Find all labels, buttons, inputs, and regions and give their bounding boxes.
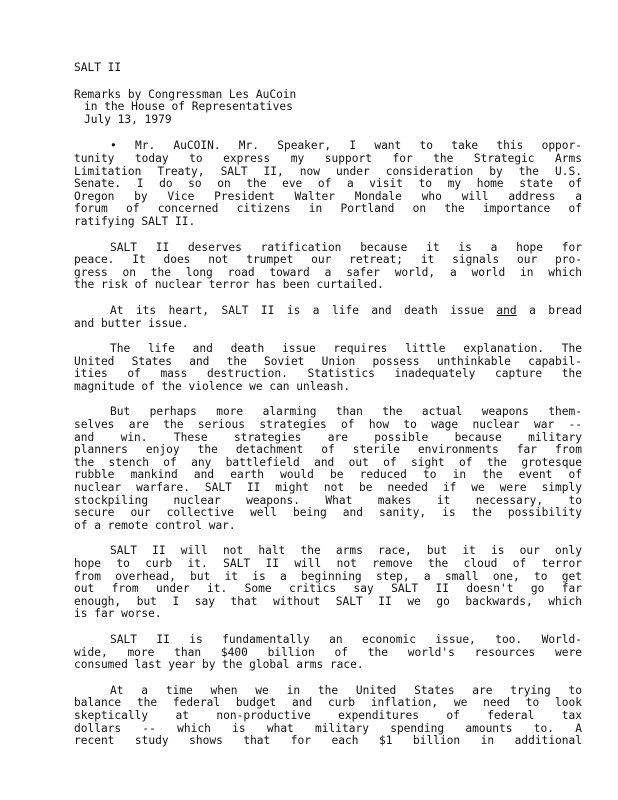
text-line: Senate. I do so on the eve of a visit to my home state of: [74, 177, 582, 191]
text-line: tunity today to express my support for the Strategic Arms: [74, 151, 582, 165]
text-line: Limitation Treaty, SALT II, now under consideration by the U.S.: [74, 164, 582, 178]
text-line: hope to curb it. SALT II will not remove the cloud of terror: [74, 557, 582, 570]
text-line: But perhaps more alarming than the actual weapons them-: [110, 405, 582, 419]
text-line: consumed last year by the global arms race.: [74, 658, 364, 672]
remarks-date: July 13, 1979: [84, 112, 172, 126]
text-line: skeptically at non-productive expenditures of federal tax: [74, 708, 582, 722]
text-line: planners enjoy the detachment of sterile environments far from: [74, 443, 582, 457]
text-line: At a time when we in the United States are trying to: [110, 683, 582, 697]
text-line: SALT II will not halt the arms race, but it is our only: [110, 544, 582, 558]
text-line: nuclear warfare. SALT II might not be needed if we were simply: [74, 481, 582, 495]
text-line: • Mr. AuCOIN. Mr. Speaker, I want to take this oppor-: [110, 139, 582, 153]
text-segment: At its heart, SALT II is a life and death issue: [110, 303, 497, 317]
text-line: SALT II is fundamentally an economic issue, too. World-: [110, 632, 582, 646]
text-line: out from under it. Some critics say SALT II doesn't go far: [74, 582, 582, 596]
text-line: rubble mankind and earth would be reduced to in the event of: [74, 468, 582, 482]
text-line: and win. These strategies are possible because military: [74, 430, 582, 444]
text-line: forum of concerned citizens in Portland on the importance of: [74, 202, 582, 216]
text-line: ities of mass destruction. Statistics inadequately capture the: [74, 367, 582, 381]
remarks-line: in the House of Representatives: [84, 100, 293, 114]
text-line: The life and death issue requires little explanation. The: [110, 342, 582, 356]
text-line: and butter issue.: [74, 316, 189, 330]
remarks-line: Remarks by Congressman Les AuCoin: [74, 87, 297, 101]
paragraph-4: [74, 343, 582, 393]
text-line: SALT II deserves ratification because it is a hope for: [110, 240, 582, 254]
paragraph-1: [74, 140, 582, 228]
document-heading: SALT II: [74, 61, 122, 74]
text-line: Oregon by Vice President Walter Mondale who will address a: [74, 189, 582, 203]
text-line: peace. It does not trumpet our retreat; it signals our pro-: [74, 253, 582, 267]
text-line: stockpiling nuclear weapons. What makes it necessary, to: [74, 493, 582, 507]
paragraph-3: [74, 305, 582, 330]
paragraph-8: [74, 685, 582, 748]
text-line: magnitude of the violence we can unleash.: [74, 379, 351, 393]
paragraph-6: [74, 545, 582, 621]
text-line: [74, 305, 582, 318]
paragraph-2: [74, 242, 582, 292]
text-line: the risk of nuclear terror has been curtailed.: [74, 278, 384, 292]
text-line: gress on the long road toward a safer world, a world in which: [74, 265, 582, 279]
text-line: recent study shows that for each $1 billion in additional: [74, 734, 582, 748]
text-line: of a remote control war.: [74, 518, 236, 532]
paragraph-7: [74, 634, 582, 672]
text-line: selves are the serious strategies of how to wage nuclear war --: [74, 418, 582, 432]
text-line: ratifying SALT II.: [74, 214, 196, 228]
underlined-word: and: [496, 303, 517, 317]
text-line: secure our collective well being and sanity, is the possibility: [74, 506, 582, 520]
text-segment: a bread: [516, 303, 582, 317]
text-line: from overhead, but it is a beginning step, a small one, to get: [74, 569, 582, 583]
text-line: balance the federal budget and curb inflation, we need to look: [74, 696, 582, 710]
text-line: dollars -- which is what military spending amounts to. A: [74, 721, 582, 735]
text-line: enough, but I say that without SALT II we go backwards, which: [74, 594, 582, 608]
paragraph-5: [74, 406, 582, 532]
text-line: wide, more than $400 billion of the world's resources were: [74, 645, 582, 659]
text-line: the stench of any battlefield and out of sight of the grotesque: [74, 455, 582, 469]
text-line: is far worse.: [74, 607, 162, 621]
remarks-block: [74, 89, 582, 127]
text-line: United States and the Soviet Union possess unthinkable capabil-: [74, 354, 582, 368]
